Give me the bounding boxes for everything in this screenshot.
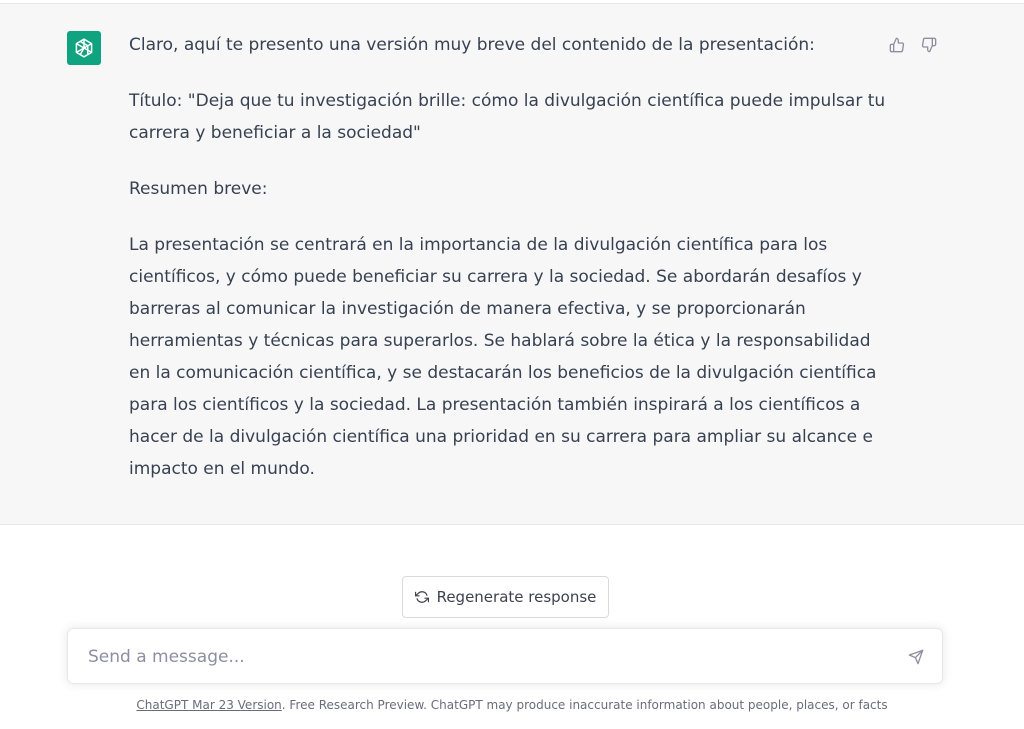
message-paragraph: Claro, aquí te presento una versión muy breve del contenido de la presentación:	[129, 35, 815, 55]
version-link[interactable]: ChatGPT Mar 23 Version	[136, 698, 282, 712]
message-paragraph: Resumen breve:	[129, 179, 268, 199]
assistant-avatar	[67, 31, 101, 65]
thumbs-up-icon	[889, 37, 905, 53]
thumbs-up-button[interactable]	[887, 35, 907, 55]
disclaimer-text: . Free Research Preview. ChatGPT may produce inaccurate information about people, places, or facts	[281, 698, 888, 712]
assistant-message-row	[0, 4, 1024, 525]
send-button[interactable]	[906, 647, 926, 667]
send-icon	[908, 649, 924, 665]
regenerate-label: Regenerate response	[436, 588, 597, 606]
thumbs-down-icon	[921, 37, 937, 53]
message-paragraph: Título: "Deja que tu investigación brille: cómo la divulgación científica puede impulsar tu carrera y beneficiar a la sociedad"	[129, 91, 886, 143]
footer-disclaimer	[0, 698, 1024, 712]
openai-logo-icon	[72, 36, 96, 60]
thumbs-down-button[interactable]	[919, 35, 939, 55]
message-composer	[67, 628, 943, 684]
message-input[interactable]	[86, 629, 890, 685]
message-paragraph: La presentación se centrará en la importancia de la divulgación científica para los científicos, y cómo puede beneficiar su carrera y la sociedad. Se abordarán desafíos y barreras al comunicar la investigación de manera efectiva, y se proporcionarán herramientas y técnicas para superarlos. Se hablará sobre la ética y la responsabilidad en la comunicación científica, y se destacarán los beneficios de la divulgación científica para los científicos y la sociedad. La presentación también inspirará a los científicos a hacer de la divulgación científica una prioridad en su carrera para ampliar su alcance e impacto en el mundo.	[129, 235, 877, 479]
refresh-icon	[415, 590, 429, 604]
regenerate-response-button[interactable]	[402, 576, 609, 618]
assistant-message	[129, 29, 889, 509]
